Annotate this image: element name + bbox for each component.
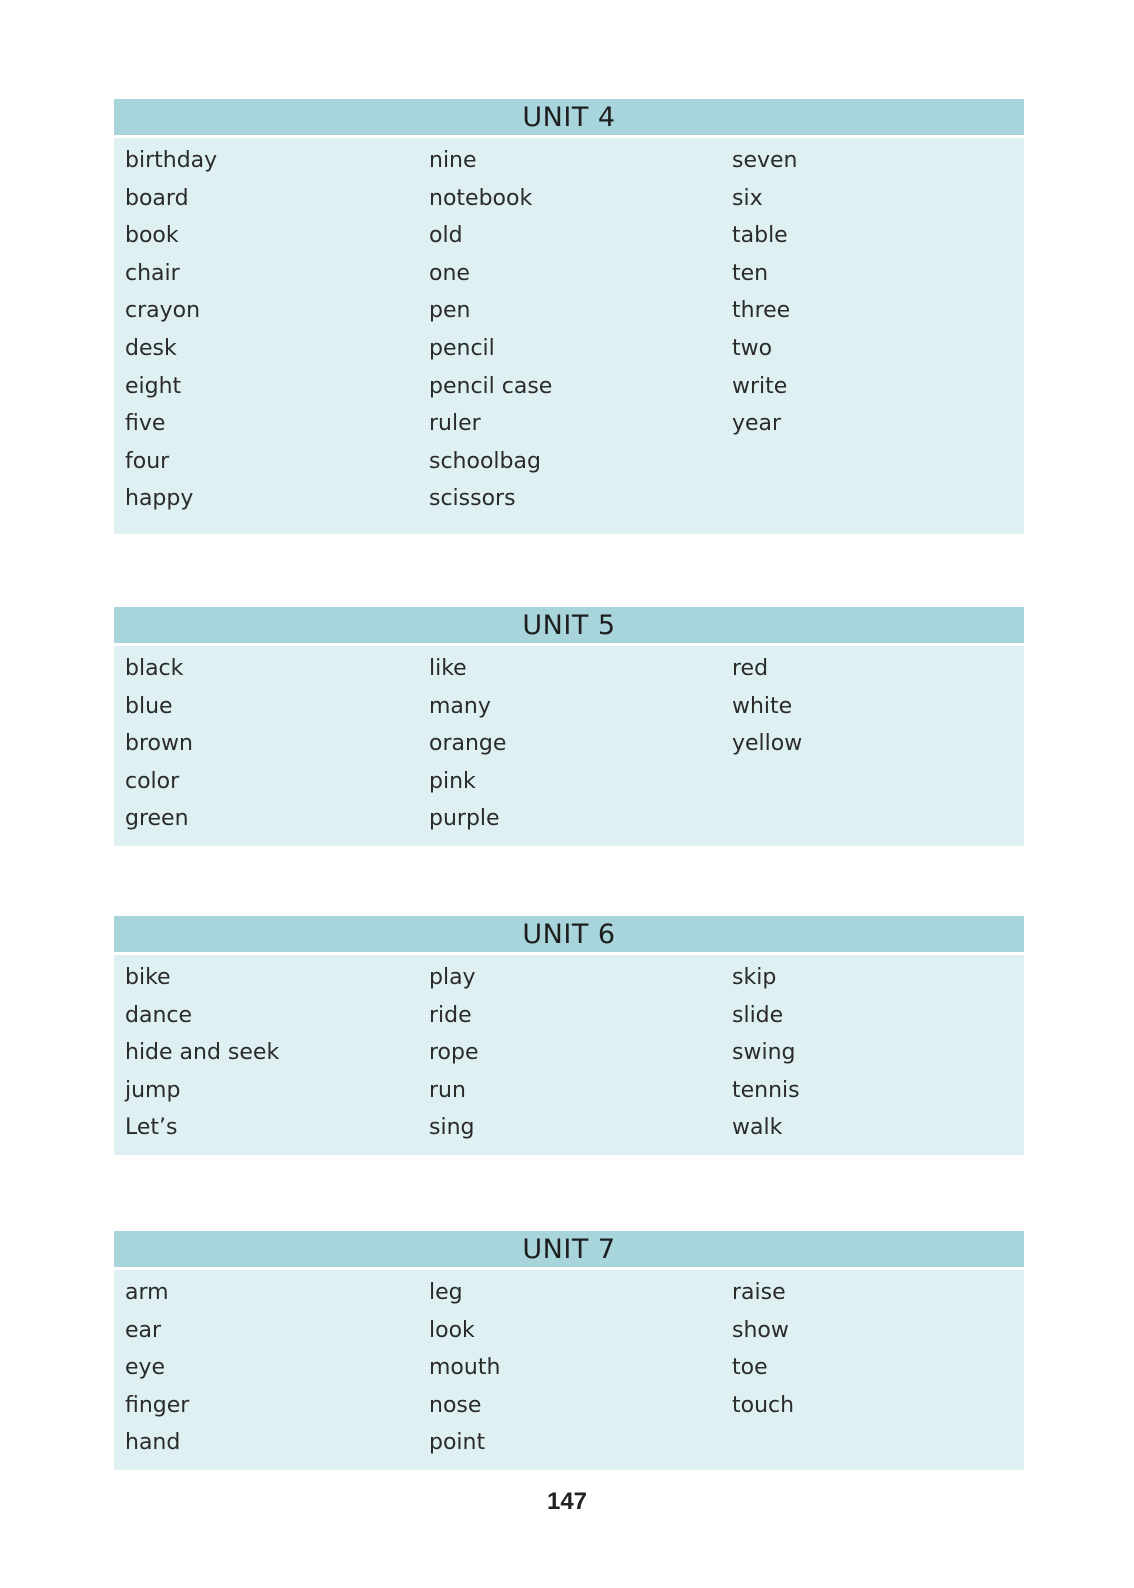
unit-6-table (114, 916, 1024, 1155)
word-column (418, 650, 722, 846)
word: old (429, 223, 463, 249)
word-column (722, 959, 1024, 1155)
word: red (732, 656, 769, 681)
word: yellow (732, 731, 803, 757)
page-number: 147 (546, 1488, 588, 1515)
word: orange (429, 731, 507, 757)
word: walk (732, 1115, 783, 1141)
unit-title: UNIT 5 (114, 607, 1024, 646)
word: pencil case (429, 373, 553, 399)
word: three (732, 298, 791, 324)
word: like (429, 656, 467, 681)
word-column (114, 142, 418, 534)
word: leg (429, 1280, 463, 1305)
word: toe (732, 1355, 768, 1381)
word: hand (125, 1430, 181, 1456)
word: show (732, 1317, 789, 1343)
word: black (125, 656, 184, 681)
unit-4-table (114, 99, 1024, 534)
word-column (418, 1274, 722, 1470)
word: look (429, 1317, 475, 1343)
word-column (114, 1274, 418, 1470)
word-column (418, 142, 722, 534)
unit-5-table (114, 607, 1024, 846)
word: scissors (429, 486, 516, 512)
word: pen (429, 298, 471, 324)
word: board (125, 185, 189, 211)
word: skip (732, 965, 777, 990)
word: schoolbag (429, 448, 541, 474)
word: two (732, 335, 773, 361)
word-column (722, 1274, 1024, 1470)
word-column (418, 959, 722, 1155)
word: birthday (125, 148, 218, 173)
word: play (429, 965, 476, 990)
word: swing (732, 1040, 796, 1066)
word-list (114, 646, 1024, 846)
word: crayon (125, 298, 201, 324)
word: brown (125, 731, 193, 757)
word: happy (125, 486, 194, 512)
word: blue (125, 693, 173, 719)
word: nose (429, 1392, 482, 1418)
word: Let’s (125, 1115, 178, 1141)
word: book (125, 223, 179, 249)
word: arm (125, 1280, 169, 1305)
word: eye (125, 1355, 166, 1381)
word: nine (429, 148, 477, 173)
word: ruler (429, 411, 481, 437)
word: desk (125, 335, 177, 361)
word: white (732, 693, 793, 719)
word: chair (125, 260, 180, 286)
unit-7-table (114, 1231, 1024, 1470)
word: many (429, 693, 491, 719)
word: six (732, 185, 763, 211)
word: run (429, 1077, 466, 1103)
word-column (722, 650, 1024, 846)
word: mouth (429, 1355, 501, 1381)
word: ride (429, 1002, 472, 1028)
word: one (429, 260, 470, 286)
word: four (125, 448, 170, 474)
word: seven (732, 148, 798, 173)
word: bike (125, 965, 171, 990)
word-column (722, 142, 1024, 534)
word: ten (732, 260, 769, 286)
word: slide (732, 1002, 784, 1028)
word: eight (125, 373, 182, 399)
word-list (114, 1270, 1024, 1470)
word-list (114, 138, 1024, 534)
word: raise (732, 1280, 786, 1305)
word: five (125, 411, 166, 437)
unit-title: UNIT 7 (114, 1231, 1024, 1270)
word: ear (125, 1317, 162, 1343)
word: finger (125, 1392, 190, 1418)
word-column (114, 959, 418, 1155)
word: pencil (429, 335, 495, 361)
word: notebook (429, 185, 533, 211)
word: rope (429, 1040, 479, 1066)
word-list (114, 955, 1024, 1155)
word: point (429, 1430, 486, 1456)
word: dance (125, 1002, 193, 1028)
word: touch (732, 1392, 795, 1418)
word: sing (429, 1115, 475, 1141)
word-column (114, 650, 418, 846)
word: tennis (732, 1077, 800, 1103)
word: year (732, 411, 782, 437)
unit-title: UNIT 6 (114, 916, 1024, 955)
word: pink (429, 768, 476, 794)
word: purple (429, 806, 500, 832)
word: table (732, 223, 788, 249)
word: green (125, 806, 189, 832)
word: write (732, 373, 788, 399)
word: jump (125, 1077, 181, 1103)
unit-title: UNIT 4 (114, 99, 1024, 138)
word: hide and seek (125, 1040, 280, 1066)
word: color (125, 768, 180, 794)
